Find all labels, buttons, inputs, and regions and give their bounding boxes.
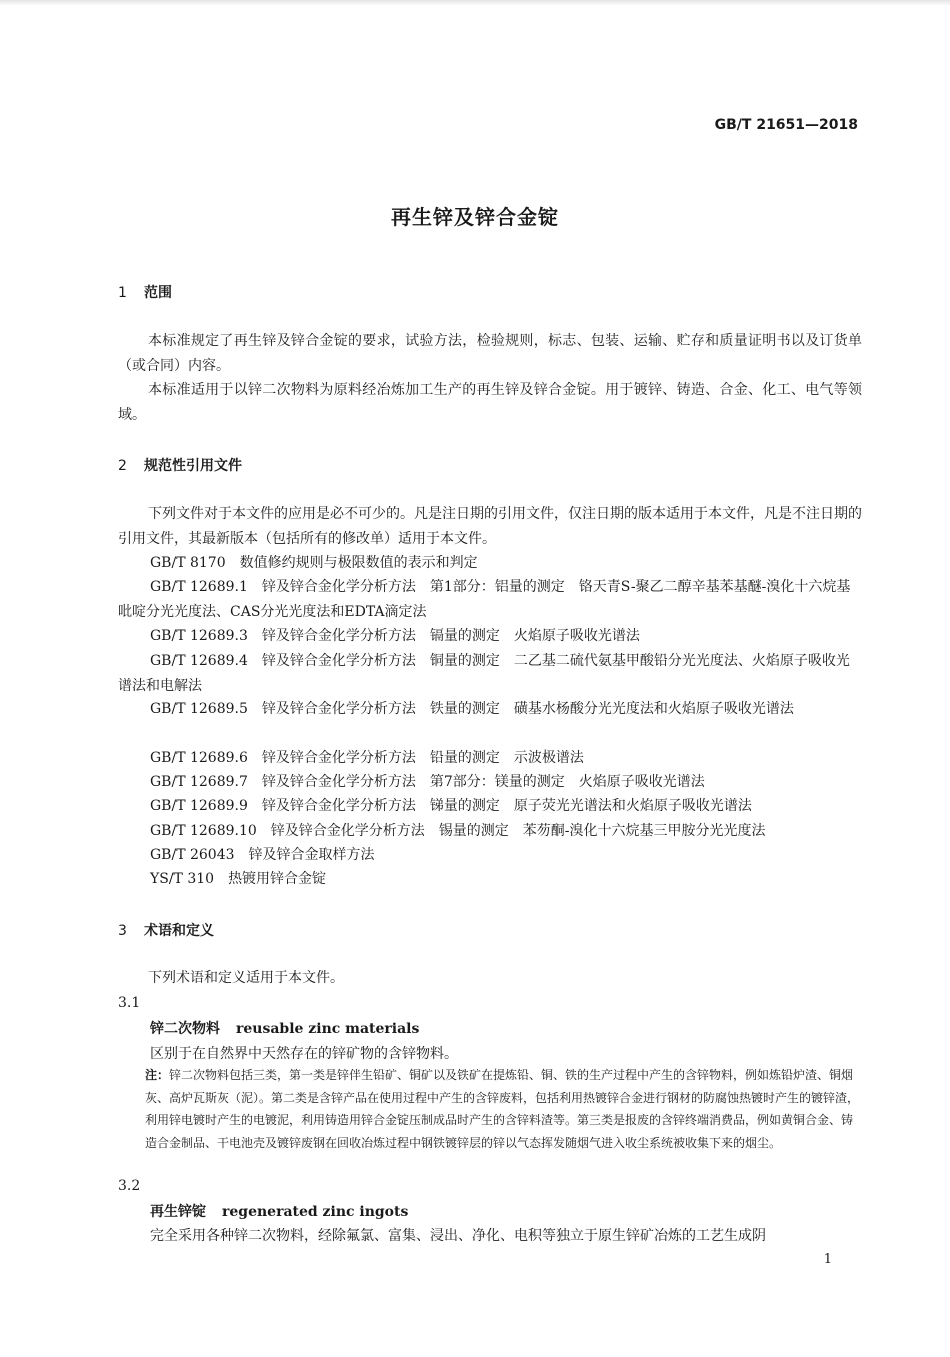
reference-code: GB/T 12689.3 [150, 628, 248, 644]
reference-item [118, 794, 862, 819]
reference-item [118, 867, 862, 892]
section-number: 3 [118, 923, 127, 939]
reference-code: GB/T 26043 [150, 847, 235, 863]
reference-item [118, 770, 862, 795]
section-title: 范围 [144, 285, 172, 301]
reference-title: 锌及锌合金化学分析方法 锡量的测定 苯芴酮-溴化十六烷基三甲胺分光光度法 [270, 823, 766, 839]
reference-code: GB/T 12689.9 [150, 798, 248, 814]
reference-code: GB/T 12689.4 [150, 653, 248, 669]
reference-title: 锌及锌合金化学分析方法 铁量的测定 磺基水杨酸分光光度法和火焰原子吸收光谱法 [261, 701, 794, 717]
terms-intro: 下列术语和定义适用于本文件。 [148, 970, 344, 986]
scope-paragraph: 本标准适用于以锌二次物料为原料经冶炼加工生产的再生锌及锌合金锭。用于镀锌、铸造、合金、化工、电气等领域。 [118, 382, 862, 423]
reference-code: GB/T 12689.10 [150, 823, 257, 839]
reference-item [118, 649, 862, 698]
term-entry [150, 1201, 408, 1221]
section-title: 规范性引用文件 [144, 458, 242, 474]
note-text: 锌二次物料包括三类，第一类是锌伴生铅矿、铜矿以及铁矿在提炼铅、铜、铁的生产过程中产生的含锌物料，例如炼铅炉渣、铜烟灰、高炉瓦斯灰（泥）。第二类是含锌产品在使用过程中产生的含锌废料，包括利用热镀锌合金进行钢材的防腐蚀热镀时产生的镀锌渣，利用锌电镀时产生的电镀泥，利用铸造用锌合金锭压制成品时产生的含锌料渣等。第三类是报废的含锌终端消费品，例如黄铜合金、铸造合金制品、干电池壳及镀锌废钢在回收冶炼过程中钢铁镀锌层的锌以气态挥发随烟气进入收尘系统被收集下来的烟尘。 [145, 1068, 860, 1150]
clause-number: 3.1 [118, 995, 141, 1011]
reference-code: GB/T 12689.1 [150, 579, 248, 595]
reference-item [118, 819, 862, 844]
reference-code: GB/T 12689.6 [150, 750, 248, 766]
term-chinese: 锌二次物料 [150, 1021, 220, 1037]
reference-title: 锌及锌合金化学分析方法 铅量的测定 示波极谱法 [261, 750, 584, 766]
scope-paragraph: 本标准规定了再生锌及锌合金锭的要求，试验方法，检验规则，标志、包装、运输、贮存和质量证明书以及订货单（或合同）内容。 [118, 333, 862, 374]
term-chinese: 再生锌锭 [150, 1204, 206, 1220]
term-english: regenerated zinc ingots [222, 1204, 409, 1220]
reference-title: 锌及锌合金化学分析方法 铜量的测定 二乙基二硫代氨基甲酸铅分光光度法、火焰原子吸收光谱法和电解法 [118, 653, 850, 694]
reference-code: GB/T 12689.7 [150, 774, 248, 790]
reference-title: 锌及锌合金化学分析方法 第1部分：铝量的测定 铬天青S-聚乙二醇辛基苯基醚-溴化十六烷基吡啶分光光度法、CAS分光光度法和EDTA滴定法 [118, 579, 851, 620]
reference-code: GB/T 12689.5 [150, 701, 248, 717]
clause-number: 3.2 [118, 1178, 141, 1194]
reference-item [118, 843, 862, 868]
section-3-heading [118, 920, 214, 940]
page-top-edge [0, 0, 950, 6]
section-title: 术语和定义 [144, 923, 214, 939]
term-english: reusable zinc materials [236, 1021, 420, 1037]
reference-code: YS/T 310 [150, 871, 215, 887]
reference-item [118, 624, 862, 649]
note-label: 注： [145, 1068, 170, 1082]
term-definition: 区别于在自然界中天然存在的锌矿物的含锌物料。 [150, 1046, 458, 1062]
reference-item [118, 575, 862, 624]
reference-title: 热镀用锌合金锭 [228, 871, 327, 887]
section-2-heading [118, 455, 242, 475]
term-entry [150, 1018, 419, 1038]
term-note [145, 1064, 863, 1154]
term-definition: 完全采用各种锌二次物料，经除氟氯、富集、浸出、净化、电积等独立于原生锌矿冶炼的工艺生成阴 [150, 1228, 766, 1244]
reference-code: GB/T 8170 [150, 555, 226, 571]
references-intro: 下列文件对于本文件的应用是必不可少的。凡是注日期的引用文件，仅注日期的版本适用于本文件，凡是不注日期的引用文件，其最新版本（包括所有的修改单）适用于本文件。 [118, 506, 862, 547]
reference-item [118, 551, 862, 576]
reference-title: 锌及锌合金化学分析方法 锑量的测定 原子荧光光谱法和火焰原子吸收光谱法 [261, 798, 752, 814]
page-number: 1 [823, 1252, 832, 1267]
reference-title: 锌及锌合金化学分析方法 镉量的测定 火焰原子吸收光谱法 [261, 628, 640, 644]
section-number: 2 [118, 458, 127, 474]
section-1-heading [118, 282, 172, 302]
reference-title: 锌及锌合金取样方法 [248, 847, 375, 863]
reference-item [118, 746, 862, 771]
reference-title: 数值修约规则与极限数值的表示和判定 [239, 555, 478, 571]
section-number: 1 [118, 285, 127, 301]
standard-number: GB/T 21651—2018 [714, 117, 858, 133]
reference-title: 锌及锌合金化学分析方法 第7部分：镁量的测定 火焰原子吸收光谱法 [261, 774, 705, 790]
reference-item [118, 697, 862, 722]
document-title: 再生锌及锌合金锭 [391, 205, 559, 229]
